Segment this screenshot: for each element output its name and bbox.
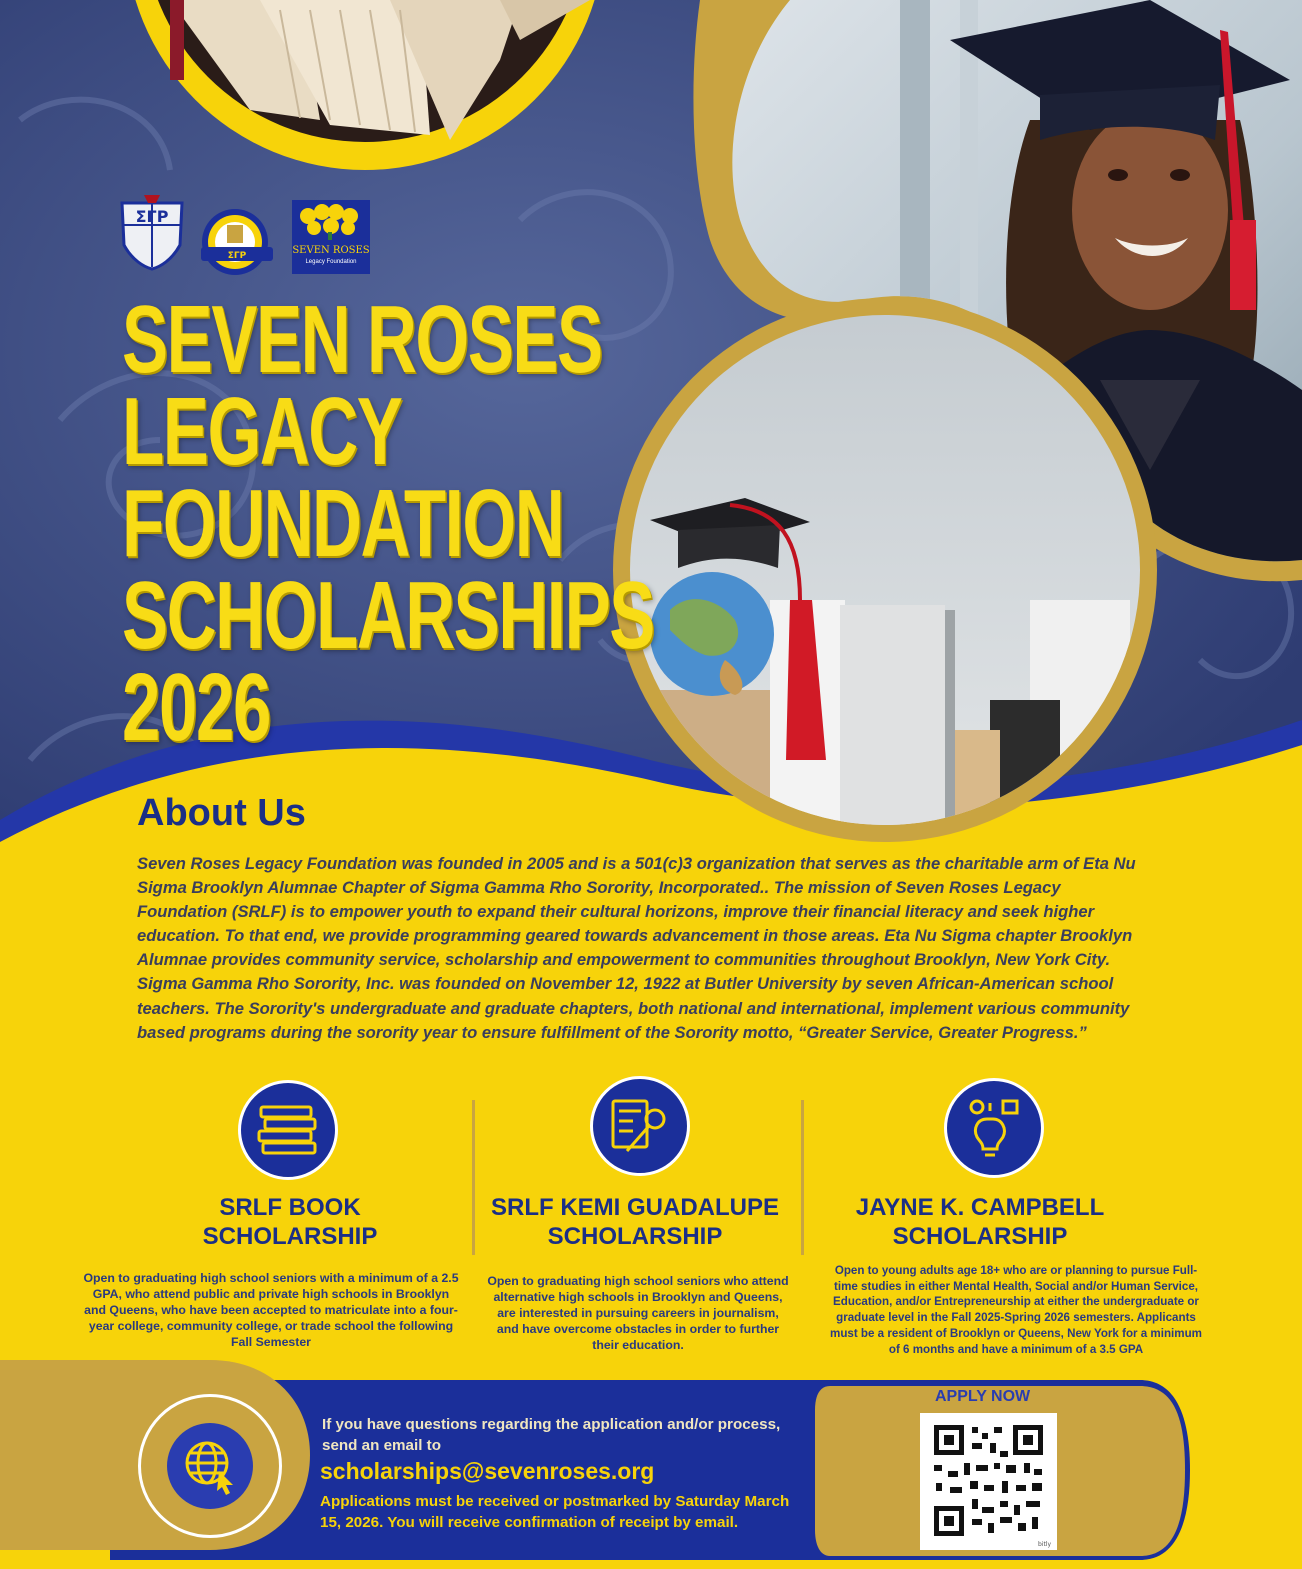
scholarship-1-title bbox=[140, 1193, 440, 1251]
globe-cursor-icon bbox=[167, 1423, 253, 1509]
roses-logo-line2: Legacy Foundation bbox=[305, 259, 357, 265]
scholarship-3-title-line2: SCHOLARSHIP bbox=[892, 1223, 1068, 1250]
application-deadline: Applications must be received or postmarked by Saturday March 15, 2026. You will receive confirmation of receipt by email. bbox=[320, 1493, 790, 1531]
scholarship-2-description: Open to graduating high school seniors who attend alternative high schools in Brooklyn and Queens, are interested in pursuing careers in journalism, and have overcome obstacles in order to further their education. bbox=[487, 1274, 789, 1352]
title-line-1: SEVEN ROSES bbox=[122, 286, 602, 393]
chapter-seal-logo bbox=[197, 207, 277, 277]
books-stack-icon bbox=[241, 1083, 335, 1177]
website-icon-circle bbox=[167, 1423, 253, 1509]
sgr-crest-logo bbox=[112, 195, 192, 271]
seal-letters: ΣΓΡ bbox=[227, 251, 247, 261]
website-icon-ring bbox=[138, 1394, 282, 1538]
crest-letters: ΣΓΡ bbox=[135, 207, 169, 226]
scholarship-3-title-line1: JAYNE K. CAMPBELL bbox=[855, 1194, 1105, 1221]
scholarship-1-description: Open to graduating high school seniors with a minimum of a 2.5 GPA, who attend public and private high schools in Brooklyn and Queens, who have been accepted to matriculate into a four-year college, community college, or trade school the following Fall Semester bbox=[83, 1271, 459, 1349]
scholarship-3-icon-circle bbox=[944, 1078, 1044, 1178]
scholarship-2-title-line2: SCHOLARSHIP bbox=[547, 1223, 723, 1250]
roses-logo-line1: SEVEN ROSES bbox=[292, 245, 370, 256]
scholarship-3-title bbox=[820, 1193, 1140, 1251]
about-body: Seven Roses Legacy Foundation was founded in 2005 and is a 501(c)3 organization that serves as the charitable arm of Eta Nu Sigma Brooklyn Alumnae Chapter of Sigma Gamma Rho Sorority, Incorporated.. The mission of Seven Roses Legacy Foundation (SRLF) is to empower youth to expand their cultural horizons, improve their financial literacy and seek higher education. To that end, we provide programming geared towards advancement in those areas. Eta Nu Sigma chapter Brooklyn Alumnae provides community service, scholarship and empowerment to communities throughout Brooklyn, New York City. Sigma Gamma Rho Sorority, Inc. was founded on November 12, 1922 at Butler University by seven African-American school teachers. The Sorority's undergraduate and graduate chapters, both national and international, implement various community based programs during the sorority year to ensure fulfillment of the Sorority motto, “Greater Service, Greater Progress.” bbox=[137, 854, 1136, 1042]
contact-email-link[interactable]: scholarships@sevenroses.org bbox=[320, 1458, 655, 1484]
seven-roses-logo bbox=[292, 200, 370, 274]
scholarship-1-title-line1: SRLF BOOK bbox=[219, 1194, 361, 1221]
title-line-2: LEGACY bbox=[122, 378, 402, 485]
scholarship-2-icon-circle bbox=[590, 1076, 690, 1176]
scholarship-2-title-line1: SRLF KEMI GUADALUPE bbox=[491, 1194, 779, 1221]
apply-now-label[interactable]: APPLY NOW bbox=[935, 1388, 1031, 1405]
qr-code-icon bbox=[920, 1413, 1057, 1550]
roses-cluster-icon bbox=[292, 200, 370, 240]
lightbulb-gears-icon bbox=[947, 1081, 1041, 1175]
scholarship-1-title-line2: SCHOLARSHIP bbox=[202, 1223, 378, 1250]
title-line-5: 2026 bbox=[122, 654, 271, 761]
title-line-4: SCHOLARSHIPS bbox=[122, 562, 654, 669]
about-heading: About Us bbox=[137, 792, 306, 834]
microphone-news-icon bbox=[593, 1079, 687, 1173]
column-divider-2 bbox=[801, 1100, 804, 1255]
title-line-3: FOUNDATION bbox=[122, 470, 564, 577]
contact-question: If you have questions regarding the application and/or process, send an email to bbox=[322, 1416, 781, 1454]
scholarship-1-icon-circle bbox=[238, 1080, 338, 1180]
scholarship-2-title bbox=[470, 1193, 800, 1251]
qr-caption: bitly bbox=[1038, 1541, 1052, 1548]
scholarship-3-description: Open to young adults age 18+ who are or planning to pursue Full-time studies in either Mental Health, Social and/or Human Service, Education, and/or Entrepreneurship at either the undergraduate or graduate level in the Fall 2025-Spring 2026 semesters. Applicants must be a resident of Brooklyn or Queens, New York for a minimum of 6 months and have a minimum of a 3.5 GPA bbox=[830, 1264, 1202, 1356]
apply-qr-code[interactable] bbox=[920, 1413, 1057, 1550]
